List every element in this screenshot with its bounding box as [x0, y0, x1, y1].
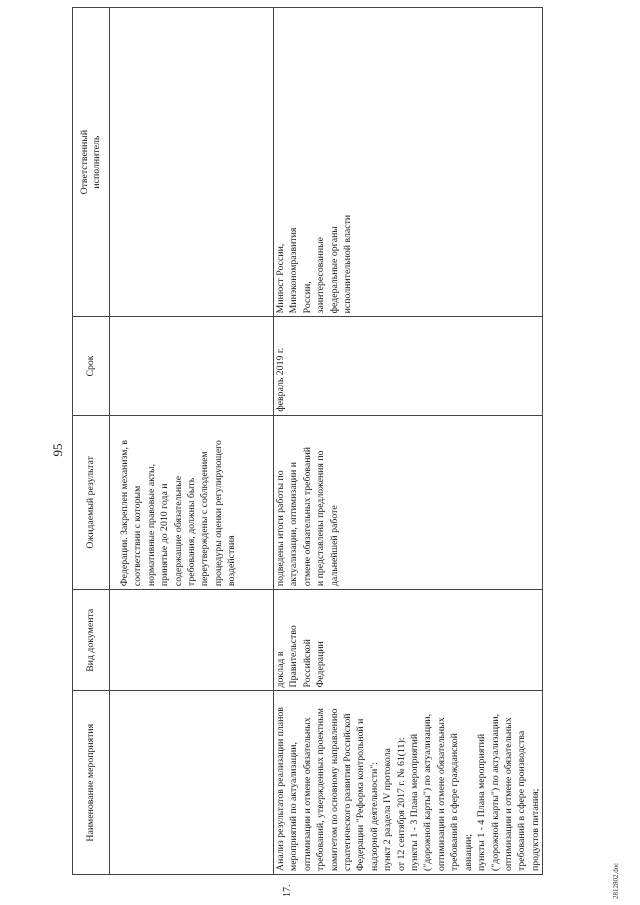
row-name: Анализ результатов реализации планов мероприятий по актуализации, оптимизации и отмене обязательных требований, утвержденных проектным комитетом по основному направлению стратегического развития Российской Федерации "Реформа контрольной и надзорной деятельности": пункт 2 раздела IV протокола от 12 сентября 2017 г. № 61(11): пункты 1 - 3 Плана мероприятий ("дорожной карты") по актуализации, оптимизации и отмене обязательных требований в сфере гражданской авиации; пункты 1 - 4 Плана мероприятий ("дорожной карты") по актуализации, оптимизации и отмене обязательных требований в сфере производства продуктов питания; [274, 691, 543, 875]
row-deadline [110, 317, 274, 415]
row-name [110, 691, 274, 875]
header-doc-type: Вид документа [73, 590, 110, 691]
header-result: Ожидаемый результат [73, 415, 110, 589]
row-deadline: февраль 2019 г. [274, 317, 543, 415]
file-name: 2812802.doc [612, 862, 620, 899]
header-deadline: Срок [73, 317, 110, 415]
row-doc-type [110, 590, 274, 691]
page-number: 95 [50, 443, 65, 457]
row-responsible [110, 8, 274, 317]
row-responsible: Минюст России, Минэкономразвития России, заинтересованные федеральные органы исполнительной власти [274, 8, 543, 317]
header-responsible: Ответственный исполнитель [73, 8, 110, 317]
row-result: подведены итоги работы по актуализации, оптимизации и отмене обязательных требований и представлены предложения по дальнейшей работе [274, 415, 543, 589]
header-name: Наименование мероприятия [73, 691, 110, 875]
row-doc-type: доклад в Правительство Российской Федерации [274, 590, 543, 691]
row-number: 17. [282, 884, 293, 897]
table-header-row [73, 8, 110, 875]
measures-table [72, 7, 543, 875]
table-row [110, 8, 274, 875]
row-result: Федерации. Закреплен механизм, в соответствии с которым нормативные правовые акты, принятые до 2010 года и содержащие обязательные требования, должны быть переутверждены с соблюдением процедуры оценки регулирующего воздействия [110, 415, 274, 589]
table-row [274, 8, 543, 875]
